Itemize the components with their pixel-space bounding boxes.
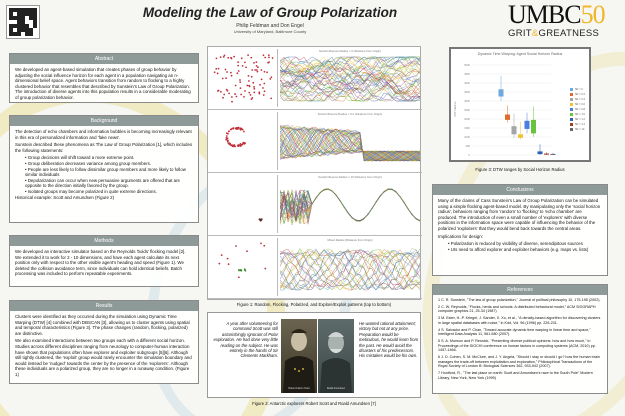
scatter-random [210, 49, 278, 107]
logo-number: 50 [580, 0, 605, 29]
figure-1-row-random [208, 47, 422, 110]
logo-amp: & [531, 28, 539, 39]
background-bullet: • Isolated groups may become polarized in quite extreme directions. [25, 188, 157, 194]
results-heading: Results [10, 301, 198, 311]
logo-tag-right: GREATNESS [538, 28, 600, 39]
legend-item: SR = 1.0 [570, 112, 585, 117]
legend-item: SR = 0 [570, 87, 585, 92]
background-lead: Sunstein described these phenomena as The Law of Group Polarization [1], which includes the following statements: [15, 142, 193, 153]
legend-item: SR = 1.4 [570, 122, 585, 127]
poster-header [0, 0, 625, 42]
svg-text:2000: 2000 [464, 118, 470, 121]
conclusions-panel [432, 184, 608, 276]
umbc-logo [508, 2, 623, 42]
conclusions-text: Many of the claims of Cass Sunstein's Law of Group Polarization can be simulated using a simple flocking agent-based model. By manipulating only the 'social horizon radius', behaviors ranging from 'random' to 'flocking' to 'echo chamber' are produced. The introduction of even a small number of 'explorers' with diverse positions in the information space were capable of influencing the behavior of the polarized 'exploiters' that they would bend back towards the central areas. [438, 198, 601, 231]
scatter-flocking [210, 112, 278, 170]
svg-text:5000: 5000 [464, 64, 470, 67]
legend-item: SR = 10 [570, 127, 585, 132]
lines-polarized: Social Influence Radius = 10 (Distance from Origin) [280, 175, 420, 233]
figure-1 [207, 46, 421, 300]
legend-item: SR = 0.6 [570, 102, 585, 107]
reference-item: 4 S. Salvador and P. Chan, "Toward accurate dynamic time warping in linear time and space," Intelligent Data Analysis 11, 561-580 (2007). [438, 327, 591, 337]
abstract-panel [9, 53, 199, 103]
background-bullet: • People are less likely to follow dissimilar group members and more likely to follow similar individuals [25, 166, 186, 178]
implications-label: Implications for design: [438, 233, 483, 239]
scatter-explore-exploit [210, 238, 278, 296]
legend-item: SR = 0.2 [570, 92, 585, 97]
figure-3-boxplot [449, 47, 591, 162]
svg-text:3000: 3000 [464, 100, 470, 103]
references-panel [432, 284, 608, 394]
conclusions-bullet: • UIs need to afford explorer and exploiter behaviors (e.g. maps vs. lists) [448, 246, 589, 252]
photo-scott-label: Robert Falcon Scott [288, 387, 310, 390]
reference-item: 2 C. W. Reynolds, "Flocks, herds and schools: A distributed behavioral model," ACM SIGGRAPH computer graphics 21, 25-34 (1987) [438, 304, 596, 314]
abstract-text: We developed an agent-based simulation that creates phases of group behavior by adjusting the social influence horizon for each agent in a population navigating an n-dimensional belief space. Agent behaviors transition from random to flocking to a highly clustered behavior that resembles that described by Sunstein's Law of Group Polarization. The introduction of diverse agents into this population results in a considerable moderating of group polarization behavior. [15, 67, 191, 100]
qr-code-icon[interactable] [6, 5, 40, 39]
results-p1: Clusters were identified as they occurred during the simulation using Dynamic Time Warping (DTW) [4] combined with DBSCAN [3], allowing us to cluster agents using spatial and temporal characteristics (Figure 3). The phase changes (random, flocking, polarized) are distinctive. [15, 314, 190, 336]
figure-1-row-polarized [208, 173, 422, 236]
legend-item: SR = 0.4 [570, 97, 585, 102]
chart-legend [570, 87, 585, 132]
background-panel [9, 115, 199, 223]
reference-item: 1 C. R. Sunstein, "The law of group polarization," Journal of political philosophy 10, 175-195 (2002). [438, 298, 601, 302]
background-bullet: • Depolarization can occur when new persuasive arguments are offered that are opposite to the direction initially favored by the group. [25, 177, 180, 189]
figure-3-caption: Figure 3: DTW ranges by Social Horizon Radius [475, 167, 565, 172]
reference-item: 5 S. A. Munson and P. Resnick, "Presenting diverse political opinions: how and how much," in Proceedings of the SIGCHI conference on human factors in computing systems (ACM, 2010) pp. 1457-1466. [438, 338, 596, 353]
legend-item: SR = 1.2 [570, 117, 585, 122]
methods-panel [9, 235, 199, 287]
chart-title: Dynamic Time Warping: Agent Social Horizon Radius [477, 52, 563, 56]
svg-text:3500: 3500 [464, 91, 470, 94]
reference-item: 7 Huntford, R., "The last place on earth: Scott and Amundsen's race to the South Pole" Modern Library, New York, New York (1999) [438, 371, 593, 380]
background-heading: Background [10, 116, 198, 126]
figure-2-caption: Figure 2: Antarctic explorers Robert Scott and Roald Amundsen [7] [252, 401, 376, 406]
photo-scott [281, 319, 317, 393]
svg-text:1000: 1000 [464, 136, 470, 139]
lines-random: Social Influence Radius = 0 (Distance from Origin) [280, 49, 420, 107]
photo-amundsen [318, 319, 354, 393]
reference-item: 6 J. D. Cohen, S. M. McClure, and J. Y. Angela, "Should I stay or should I go? how the human brain manages the trade-off between exploitation and exploration," Philosophical Transactions of the Royal Society of London B: Biological Sciences 362, 933-942 (2007). [438, 355, 600, 369]
logo-tag-left: GRIT [508, 28, 532, 39]
lines-explore-exploit: Mixed Radius (Distance from Origin) [280, 238, 420, 296]
results-panel [9, 300, 199, 384]
authors: Philip Feldman and Don Engel [236, 23, 304, 29]
legend-item: SR = 0.8 [570, 107, 585, 112]
scatter-polarized [210, 175, 278, 233]
svg-text:0: 0 [468, 154, 470, 157]
svg-text:1500: 1500 [464, 127, 470, 130]
references-heading: References [433, 285, 607, 295]
methods-text: We developed an interactive simulator based on the Reynolds 'boids' flocking model [2]. We extended it to work for 2 - 10 dimensions, and have each agent calculate its next position only with respect to the other visible agent's heading and speed (Figure 1). We deleted the collision avoidance term, since individuals can hold identical beliefs. Batch processing was included to perform repeatable experiments. [15, 249, 186, 277]
results-p2: We also examined interactions between two groups each with a different social horizon. Studies across different disciplines ranging from neurology to computer-human interaction have shown that populations often have explorer and exploiter subgroups [5][6]. Although still tightly clustered, the 'exploit' group would rarely encounter the simulation boundary and would instead be 'nudged' towards the center by the presence of the 'explorers'. Although these individuals are a polarized group, they are no longer in a runaway condition. (Figure 1) [15, 338, 192, 377]
logo-main: UMBC [508, 0, 581, 29]
svg-text:500: 500 [465, 145, 470, 148]
lines-flocking: Social Influence Radius = 0.2 (Distance from Origin) [280, 112, 420, 170]
svg-text:4500: 4500 [464, 73, 470, 76]
background-historical: Historical example: Scott and Amundsen (Figure 2) [15, 194, 115, 200]
background-intro: The detection of echo chambers and information bubbles is becoming increasingly relevant in this era of personalized information and 'fake news'. [15, 129, 192, 140]
quote-scott: A year after volunteering for command Scott was still astonishingly ignorant of Polar exploration. He had done very little reading on the subject. He was entirely in the hands of Sir Clements Markham. [213, 321, 278, 359]
poster-title: Modeling the Law of Group Polarization [142, 5, 398, 20]
figure-1-caption: Figure 1: Random, Flocking, Polarized, and Explore/Exploit patterns (top to bottom) [236, 302, 392, 307]
reference-item: 3 M. Ester, H.-P. Kriegel, J. Sander, X. Xu, et al., "A density-based algorithm for discovering clusters in large spatial databases with noise," in Kdd, Vol. 96 (1996) pp. 226-231. [438, 316, 601, 325]
quote-amundsen: He wanted rational attainment; victory but not at any price. Preparation would be meticulous, he would learn from the past. He would avoid the disasters of his predecessors. His mistakes would be his own. [359, 321, 419, 359]
background-bullet: • Group deliberation decreases variance among group members. [25, 160, 152, 166]
boxplot-canvas [451, 57, 589, 157]
abstract-heading: Abstract [10, 54, 198, 64]
affiliation: University of Maryland, Baltimore County [233, 29, 307, 34]
photo-amundsen-label: Roald Amundsen [326, 387, 346, 390]
figure-1-row-flocking [208, 110, 422, 173]
figure-2 [207, 312, 421, 398]
svg-text:4000: 4000 [464, 82, 470, 85]
svg-text:2500: 2500 [464, 109, 470, 112]
conclusions-heading: Conclusions [433, 185, 607, 195]
methods-heading: Methods [10, 236, 198, 246]
svg-text:DTW Distance: DTW Distance [454, 101, 457, 117]
conclusions-bullet: • Polarization is reduced by visibility of diverse, serendipitous sources [448, 241, 583, 247]
background-bullet: • Group decisions will shift toward a more extreme point. [25, 155, 135, 161]
figure-1-row-explore-exploit [208, 236, 422, 299]
